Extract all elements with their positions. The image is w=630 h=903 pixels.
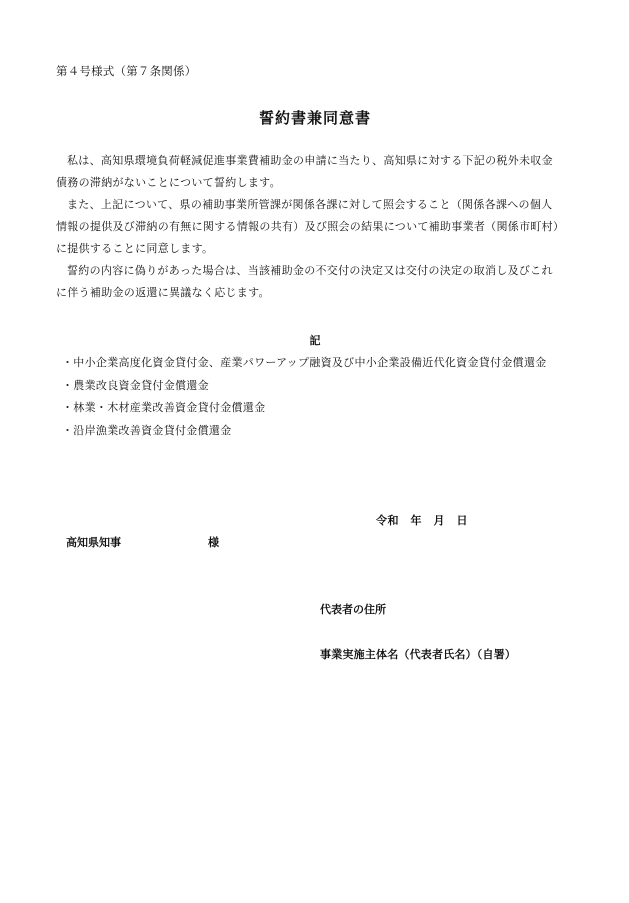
- paragraph-line: 私は、高知県環境負荷軽減促進事業費補助金の申請に当たり、高知県に対する下記の税外未収金: [67, 154, 553, 167]
- pledge-paragraph: [56, 150, 581, 194]
- honorific: 様: [208, 536, 219, 549]
- addressee: 高知県知事: [66, 536, 121, 549]
- paragraph-line: 誓約の内容に偽りがあった場合は、当該補助金の不交付の決定又は交付の決定の取消し及びこれ: [67, 264, 553, 277]
- paragraph-line: 債務の滞納がないことについて誓約します。: [56, 176, 281, 189]
- list-item: ・中小企業高度化資金貸付金、産業パワーアップ融資及び中小企業設備近代化資金貸付金償還金: [62, 356, 547, 369]
- date-line: 令和 年 月 日: [376, 514, 468, 527]
- ki-heading: 記: [309, 334, 321, 347]
- document-title: 誓約書兼同意書: [258, 109, 371, 127]
- falsehood-paragraph: [56, 260, 581, 304]
- list-item: ・農業改良資金貸付金償還金: [62, 378, 209, 392]
- paragraph-line: に伴う補助金の返還に異議なく応じます。: [56, 286, 270, 299]
- list-item: ・林業・木材産業改善資金貸付金償還金: [62, 401, 266, 414]
- paragraph-line: 情報の提供及び滞納の有無に関する情報の共有）及び照会の結果について補助事業者（関係市町村）: [56, 220, 565, 233]
- representative-name-label: 事業実施主体名（代表者氏名）（自署）: [320, 648, 517, 661]
- paragraph-line: また、上記について、県の補助事業所管課が関係各課に対して照会すること（関係各課への個人: [67, 198, 553, 211]
- list-item: ・沿岸漁業改善資金貸付金償還金: [62, 423, 232, 437]
- consent-paragraph: [56, 194, 581, 260]
- form-number: 第４号様式（第７条関係）: [56, 64, 197, 78]
- paragraph-line: に提供することに同意します。: [56, 242, 214, 255]
- representative-address-label: 代表者の住所: [320, 603, 386, 616]
- debt-item-list: [62, 352, 547, 442]
